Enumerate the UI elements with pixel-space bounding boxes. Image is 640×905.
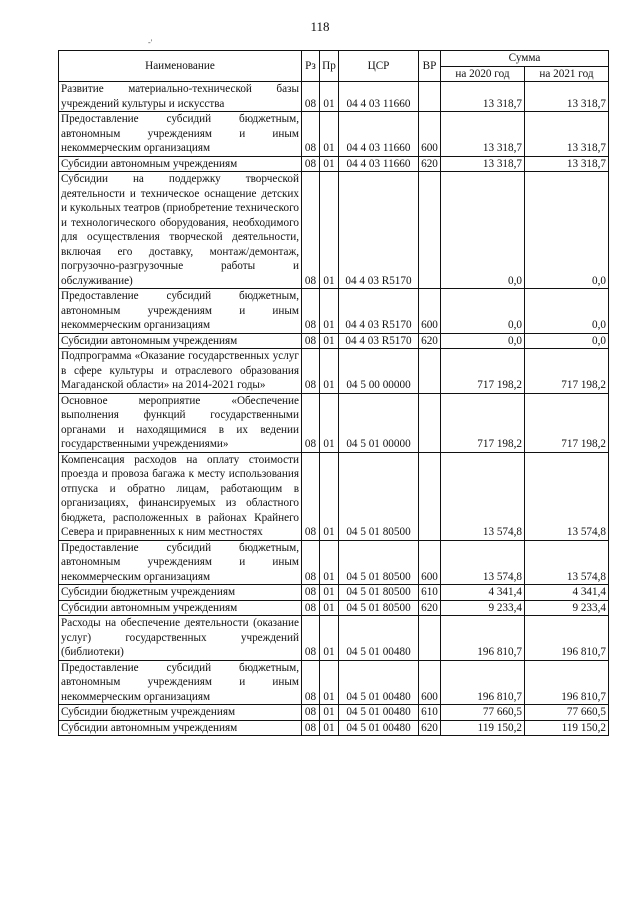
row-rz-cell: 08 [302, 349, 320, 394]
row-2021-value: 196 810,7 [525, 616, 609, 661]
row-rz-cell: 08 [302, 156, 320, 172]
row-vr-cell: 610 [419, 705, 441, 721]
row-pr-cell: 01 [320, 112, 339, 157]
table-row [59, 333, 609, 349]
row-2021-value: 9 233,4 [525, 600, 609, 616]
table-body [59, 82, 609, 736]
table-row [59, 112, 609, 157]
row-vr-cell [419, 616, 441, 661]
row-vr-cell [419, 393, 441, 452]
row-name-cell: Субсидии бюджетным учреждениям [59, 585, 302, 601]
row-2021-value: 0,0 [525, 172, 609, 289]
row-pr-cell: 01 [320, 540, 339, 585]
row-2021-value: 13 574,8 [525, 452, 609, 540]
row-csr-cell: 04 4 03 R5170 [339, 333, 419, 349]
table-row [59, 156, 609, 172]
table-row [59, 720, 609, 736]
row-2021-value: 13 318,7 [525, 156, 609, 172]
header-pr: Пр [320, 51, 339, 82]
table-row [59, 600, 609, 616]
header-rz: Рз [302, 51, 320, 82]
row-name-cell: Предоставление субсидий бюджетным, автономным учреждениям и иным некоммерческим организациям [59, 540, 302, 585]
row-2020-value: 13 318,7 [441, 112, 525, 157]
row-2021-value: 4 341,4 [525, 585, 609, 601]
row-rz-cell: 08 [302, 452, 320, 540]
row-rz-cell: 08 [302, 585, 320, 601]
row-2021-value: 717 198,2 [525, 393, 609, 452]
table-row [59, 660, 609, 705]
row-vr-cell: 600 [419, 540, 441, 585]
row-vr-cell: 600 [419, 289, 441, 334]
table-row [59, 452, 609, 540]
row-vr-cell: 620 [419, 720, 441, 736]
row-2020-value: 9 233,4 [441, 600, 525, 616]
row-name-cell: Субсидии бюджетным учреждениям [59, 705, 302, 721]
row-2020-value: 13 574,8 [441, 452, 525, 540]
row-name-cell: Субсидии автономным учреждениям [59, 156, 302, 172]
row-2020-value: 717 198,2 [441, 393, 525, 452]
row-name-cell: Субсидии автономным учреждениям [59, 333, 302, 349]
row-name-cell: Развитие материально-технической базы учреждений культуры и искусства [59, 82, 302, 112]
row-2020-value: 13 574,8 [441, 540, 525, 585]
budget-table [58, 50, 609, 736]
row-pr-cell: 01 [320, 393, 339, 452]
table-row [59, 540, 609, 585]
row-vr-cell: 620 [419, 600, 441, 616]
header-csr: ЦСР [339, 51, 419, 82]
row-csr-cell: 04 5 01 00480 [339, 705, 419, 721]
row-2020-value: 13 318,7 [441, 156, 525, 172]
row-csr-cell: 04 4 03 11660 [339, 82, 419, 112]
row-rz-cell: 08 [302, 705, 320, 721]
row-2020-value: 0,0 [441, 289, 525, 334]
header-name: Наименование [59, 51, 302, 82]
row-vr-cell [419, 172, 441, 289]
row-2020-value: 717 198,2 [441, 349, 525, 394]
row-vr-cell: 600 [419, 112, 441, 157]
row-rz-cell: 08 [302, 616, 320, 661]
page-number: 118 [310, 19, 330, 34]
table-row [59, 585, 609, 601]
header-sum: Сумма [441, 51, 609, 67]
header-year-2021: на 2021 год [525, 66, 609, 82]
row-2021-value: 13 574,8 [525, 540, 609, 585]
scan-mark: -' [148, 38, 153, 47]
row-2020-value: 196 810,7 [441, 660, 525, 705]
row-csr-cell: 04 5 01 00480 [339, 660, 419, 705]
row-2020-value: 196 810,7 [441, 616, 525, 661]
row-rz-cell: 08 [302, 172, 320, 289]
row-csr-cell: 04 5 01 00480 [339, 616, 419, 661]
row-vr-cell [419, 349, 441, 394]
row-2021-value: 119 150,2 [525, 720, 609, 736]
row-csr-cell: 04 5 01 00480 [339, 720, 419, 736]
row-rz-cell: 08 [302, 82, 320, 112]
row-csr-cell: 04 5 01 80500 [339, 600, 419, 616]
row-vr-cell: 620 [419, 156, 441, 172]
row-pr-cell: 01 [320, 349, 339, 394]
row-csr-cell: 04 5 01 80500 [339, 452, 419, 540]
table-row [59, 172, 609, 289]
row-pr-cell: 01 [320, 156, 339, 172]
row-pr-cell: 01 [320, 452, 339, 540]
row-csr-cell: 04 5 01 80500 [339, 585, 419, 601]
row-csr-cell: 04 4 03 R5170 [339, 289, 419, 334]
row-rz-cell: 08 [302, 540, 320, 585]
row-2021-value: 13 318,7 [525, 112, 609, 157]
row-csr-cell: 04 4 03 R5170 [339, 172, 419, 289]
row-2020-value: 0,0 [441, 333, 525, 349]
row-2020-value: 77 660,5 [441, 705, 525, 721]
row-name-cell: Субсидии автономным учреждениям [59, 720, 302, 736]
table-row [59, 289, 609, 334]
header-vr: ВР [419, 51, 441, 82]
row-csr-cell: 04 5 00 00000 [339, 349, 419, 394]
row-2021-value: 77 660,5 [525, 705, 609, 721]
row-rz-cell: 08 [302, 600, 320, 616]
row-2021-value: 0,0 [525, 289, 609, 334]
row-name-cell: Предоставление субсидий бюджетным, автономным учреждениям и иным некоммерческим организациям [59, 112, 302, 157]
table-row [59, 616, 609, 661]
row-2020-value: 0,0 [441, 172, 525, 289]
row-rz-cell: 08 [302, 112, 320, 157]
row-vr-cell [419, 82, 441, 112]
row-2021-value: 196 810,7 [525, 660, 609, 705]
table-row [59, 82, 609, 112]
row-vr-cell [419, 452, 441, 540]
row-2021-value: 13 318,7 [525, 82, 609, 112]
row-name-cell: Предоставление субсидий бюджетным, автономным учреждениям и иным некоммерческим организациям [59, 660, 302, 705]
row-csr-cell: 04 5 01 00000 [339, 393, 419, 452]
row-2020-value: 4 341,4 [441, 585, 525, 601]
row-2020-value: 119 150,2 [441, 720, 525, 736]
row-name-cell: Основное мероприятие «Обеспечение выполнения функций государственными органами и находящимися в их ведении государственными учреждениями» [59, 393, 302, 452]
row-csr-cell: 04 5 01 80500 [339, 540, 419, 585]
row-name-cell: Компенсация расходов на оплату стоимости проезда и провоза багажа к месту использования отпуска и обратно лицам, работающим в организациях, финансируемых из областного бюджета, расположенных в районах Крайнего Севера и приравненных к ним местностях [59, 452, 302, 540]
row-name-cell: Субсидии автономным учреждениям [59, 600, 302, 616]
row-pr-cell: 01 [320, 82, 339, 112]
row-rz-cell: 08 [302, 333, 320, 349]
table-row [59, 349, 609, 394]
row-pr-cell: 01 [320, 720, 339, 736]
row-csr-cell: 04 4 03 11660 [339, 112, 419, 157]
row-rz-cell: 08 [302, 660, 320, 705]
row-name-cell: Субсидии на поддержку творческой деятельности и техническое оснащение детских и кукольных театров (приобретение технического и технологического оборудования, необходимого для осуществления творческой деятельности, включая его доставку, монтаж/демонтаж, погрузочно-разгрузочные работы и обслуживание) [59, 172, 302, 289]
row-name-cell: Подпрограмма «Оказание государственных услуг в сфере культуры и отраслевого образования Магаданской области» на 2014-2021 годы» [59, 349, 302, 394]
row-rz-cell: 08 [302, 720, 320, 736]
row-2020-value: 13 318,7 [441, 82, 525, 112]
header-year-2020: на 2020 год [441, 66, 525, 82]
row-pr-cell: 01 [320, 585, 339, 601]
row-csr-cell: 04 4 03 11660 [339, 156, 419, 172]
row-pr-cell: 01 [320, 616, 339, 661]
row-name-cell: Расходы на обеспечение деятельности (оказание услуг) государственных учреждений (библиотеки) [59, 616, 302, 661]
row-rz-cell: 08 [302, 289, 320, 334]
row-pr-cell: 01 [320, 705, 339, 721]
row-2021-value: 717 198,2 [525, 349, 609, 394]
row-2021-value: 0,0 [525, 333, 609, 349]
row-pr-cell: 01 [320, 600, 339, 616]
row-pr-cell: 01 [320, 172, 339, 289]
row-rz-cell: 08 [302, 393, 320, 452]
row-pr-cell: 01 [320, 660, 339, 705]
table-row [59, 393, 609, 452]
row-vr-cell: 610 [419, 585, 441, 601]
row-pr-cell: 01 [320, 333, 339, 349]
row-vr-cell: 620 [419, 333, 441, 349]
row-pr-cell: 01 [320, 289, 339, 334]
table-row [59, 705, 609, 721]
row-vr-cell: 600 [419, 660, 441, 705]
row-name-cell: Предоставление субсидий бюджетным, автономным учреждениям и иным некоммерческим организациям [59, 289, 302, 334]
